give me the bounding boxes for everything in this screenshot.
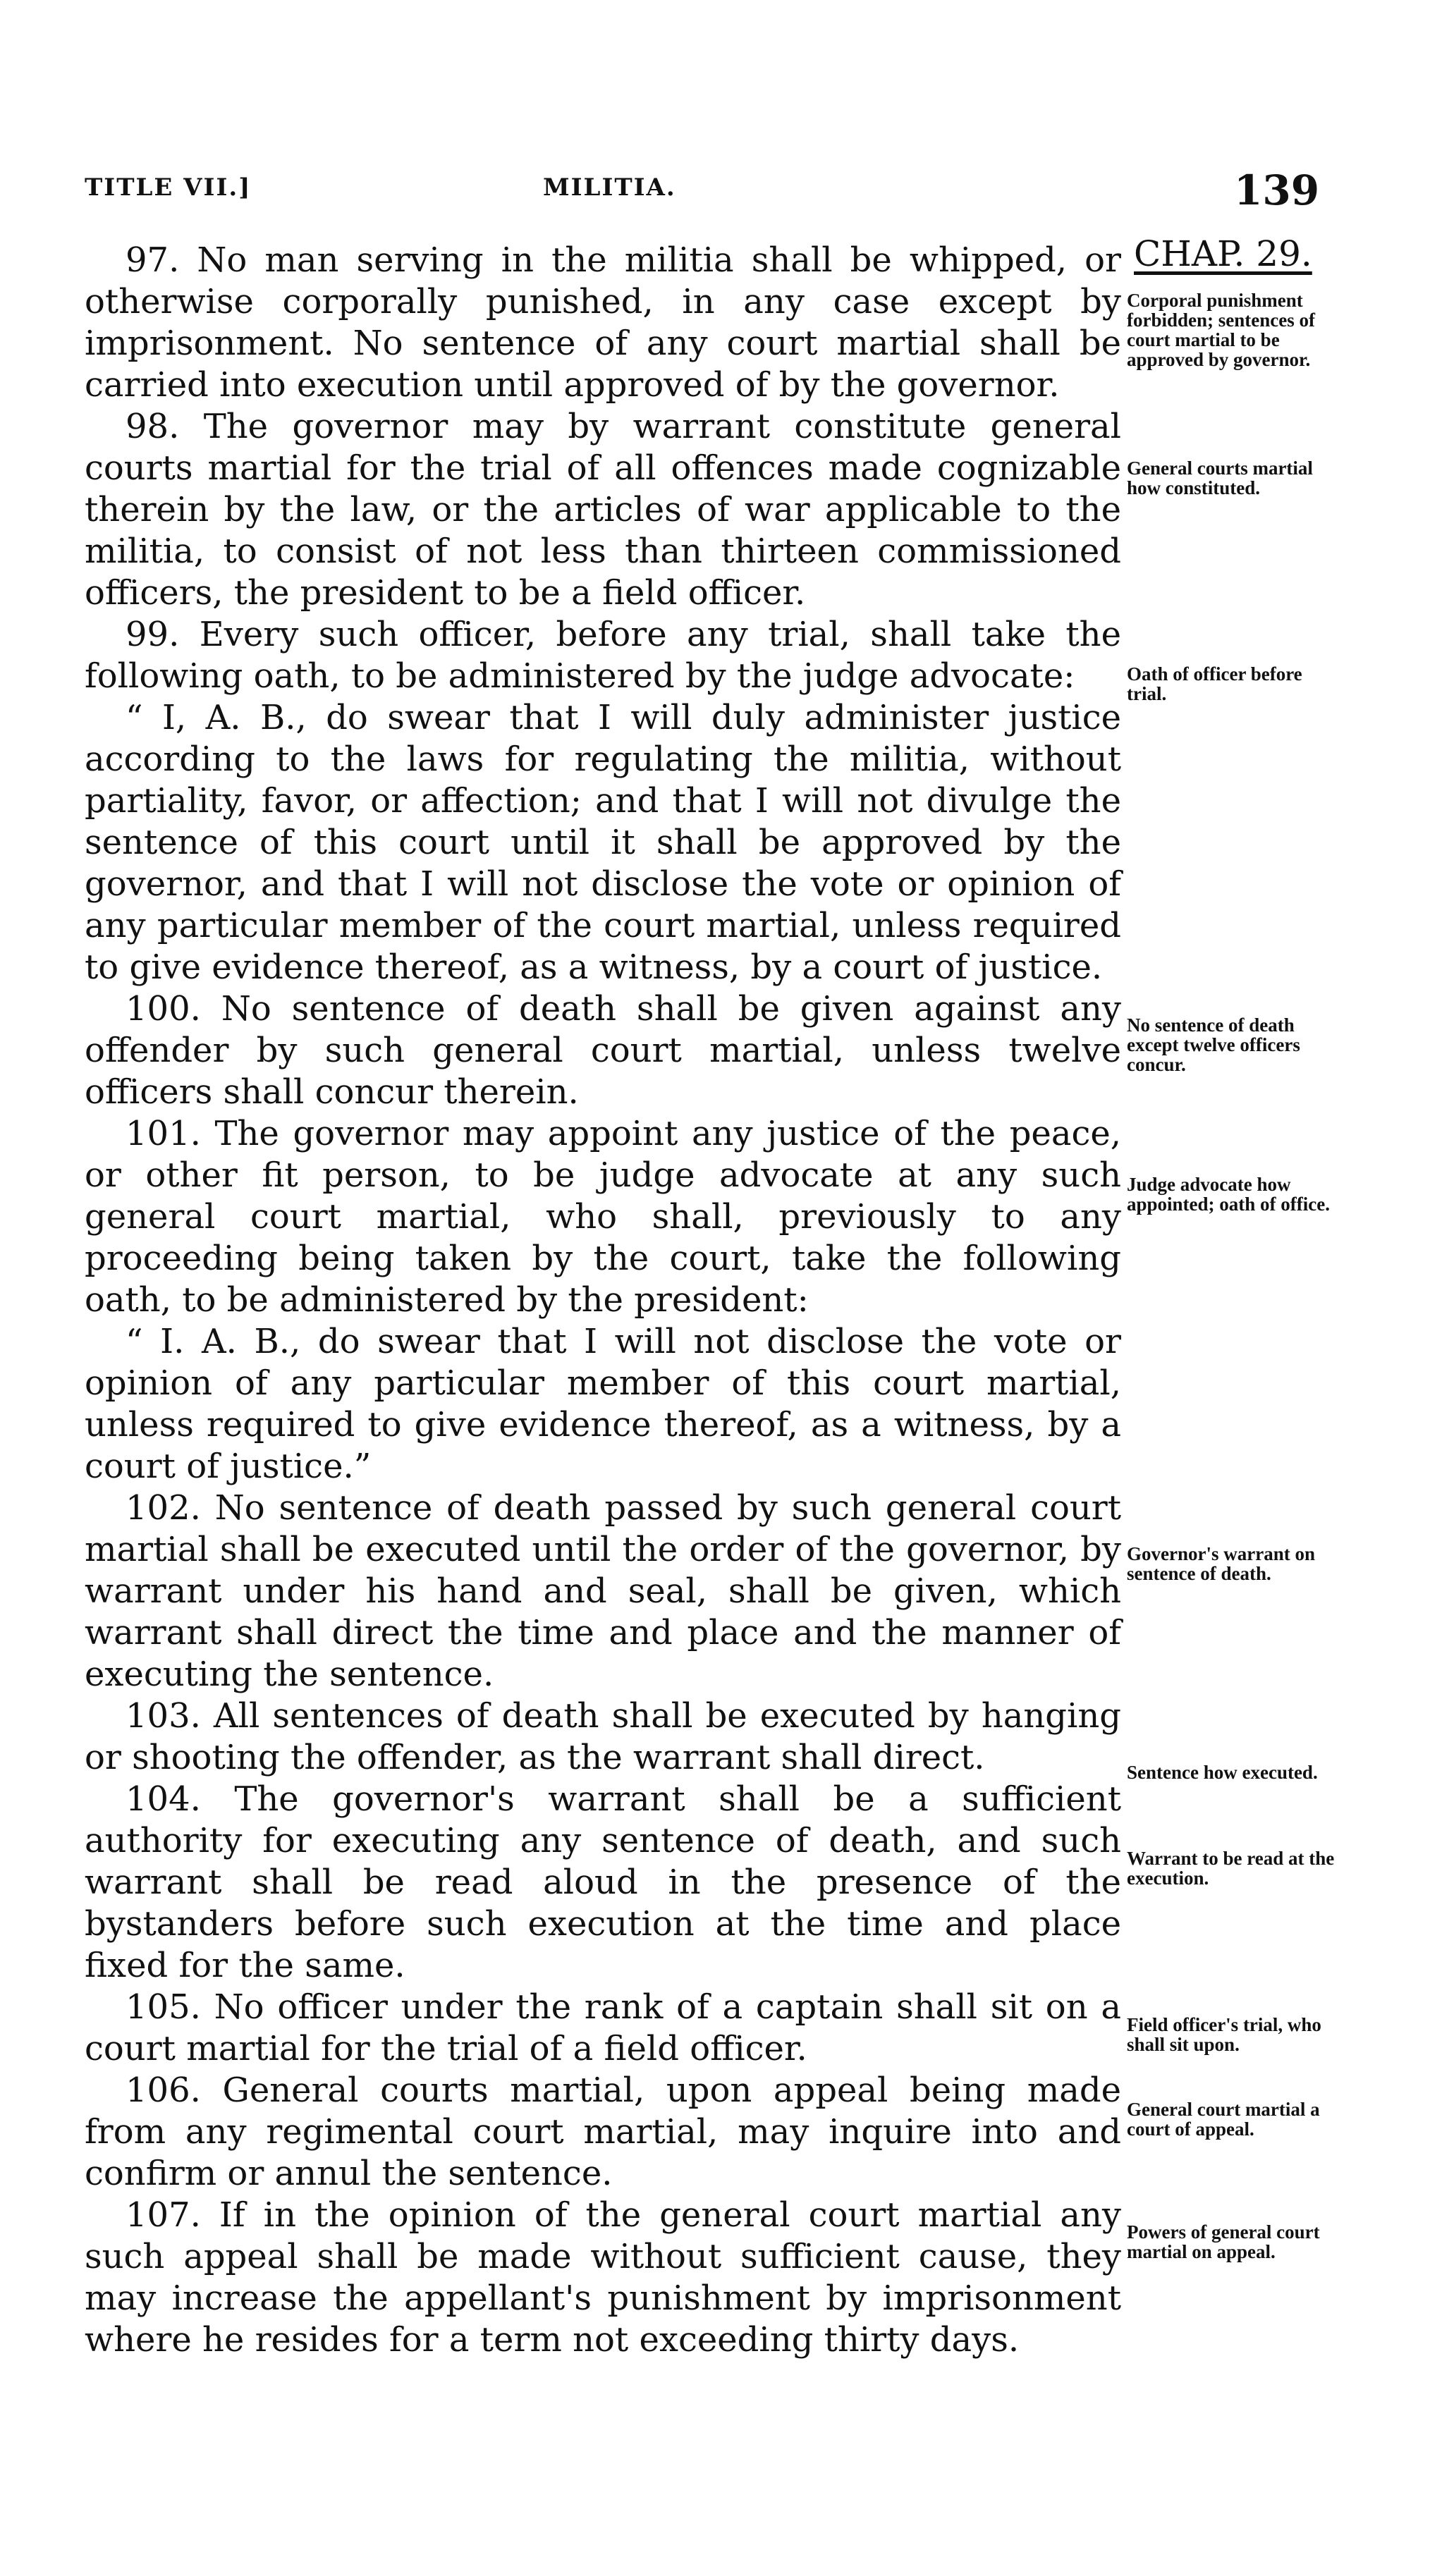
side-note-judge-advocate: Judge advocate how appointed; oath of office.	[1127, 1174, 1330, 1215]
side-note-death-sentence: No sentence of death except twelve officers concur.	[1127, 1014, 1300, 1075]
section-105: 105. No officer under the rank of a captain shall sit on a court martial for the trial of a field officer.	[85, 1987, 1121, 2068]
side-note-court-of-appeal: General court martial a court of appeal.	[1127, 2099, 1320, 2140]
oath-of-officer: “ I, A. B., do swear that I will duly administer justice according to the laws for regulating the militia, without partiality, favor, or affection; and that I will not divulge the sentence of this court until it shall be approved by the governor, and that I will not disclose the vote or opinion of any particular member of the court martial, unless required to give evidence thereof, as a witness, by a court of justice.	[85, 698, 1121, 987]
section-title: MILITIA.	[543, 173, 676, 202]
section-98: 98. The governor may by warrant constitute general courts martial for the trial of all offences made cognizable therein by the law, or the articles of war applicable to the militia, to consist of not less than thirteen commissioned officers, the president to be a field officer.	[85, 407, 1121, 613]
running-header	[85, 166, 1354, 223]
title-label: TITLE VII.]	[85, 173, 252, 202]
section-101: 101. The governor may appoint any justice of the peace, or other fit person, to be judge advocate at any such general court martial, who shall, previously to any proceeding being taken by the court, take the following oath, to be administered by the president:	[85, 1114, 1121, 1320]
section-104: 104. The governor's warrant shall be a sufficient authority for executing any sentence of death, and such warrant shall be read aloud in the presence of the bystanders before such execution at the time and place fixed for the same.	[85, 1779, 1121, 1985]
side-note-corporal-punishment: Corporal punishment forbidden; sentences of court martial to be approved by governor.	[1127, 290, 1315, 370]
section-103: 103. All sentences of death shall be executed by hanging or shooting the offender, as the warrant shall direct.	[85, 1696, 1121, 1777]
side-note-powers-on-appeal: Powers of general court martial on appeal.	[1127, 2221, 1320, 2262]
section-97: 97. No man serving in the militia shall be whipped, or otherwise corporally punished, in any case except by imprisonment. No sentence of any court martial shall be carried into execution until approved of by the governor.	[85, 240, 1121, 405]
section-106: 106. General courts martial, upon appeal being made from any regimental court martial, may inquire into and confirm or annul the sentence.	[85, 2071, 1121, 2193]
section-102: 102. No sentence of death passed by such general court martial shall be executed until the order of the governor, by warrant under his hand and seal, shall be given, which warrant shall direct the time and place and the manner of executing the sentence.	[85, 1488, 1121, 1694]
statute-text	[85, 240, 1121, 2361]
side-note-oath-of-officer: Oath of officer before trial.	[1127, 663, 1302, 704]
side-note-warrant-read: Warrant to be read at the execution.	[1127, 1848, 1335, 1889]
section-107: 107. If in the opinion of the general court martial any such appeal shall be made without sufficient cause, they may increase the appellant's punishment by imprisonment where he resides for a term not exceeding thirty days.	[85, 2195, 1121, 2360]
side-note-field-officer: Field officer's trial, who shall sit upon.	[1127, 2014, 1321, 2055]
side-note-general-courts: General courts martial how constituted.	[1127, 458, 1313, 498]
section-100: 100. No sentence of death shall be given against any offender by such general court martial, unless twelve officers shall concur therein.	[85, 989, 1121, 1112]
side-note-sentence-executed: Sentence how executed.	[1127, 1762, 1318, 1783]
oath-of-judge-advocate: “ I. A. B., do swear that I will not disclose the vote or opinion of any particular member of this court martial, unless required to give evidence thereof, as a witness, by a court of justice.”	[85, 1322, 1121, 1486]
page-number: 139	[1234, 166, 1320, 214]
section-99: 99. Every such officer, before any trial, shall take the following oath, to be administered by the judge advocate:	[85, 615, 1121, 696]
side-note-governors-warrant: Governor's warrant on sentence of death.	[1127, 1543, 1315, 1584]
chapter-label: CHAP. 29.	[1134, 233, 1312, 274]
